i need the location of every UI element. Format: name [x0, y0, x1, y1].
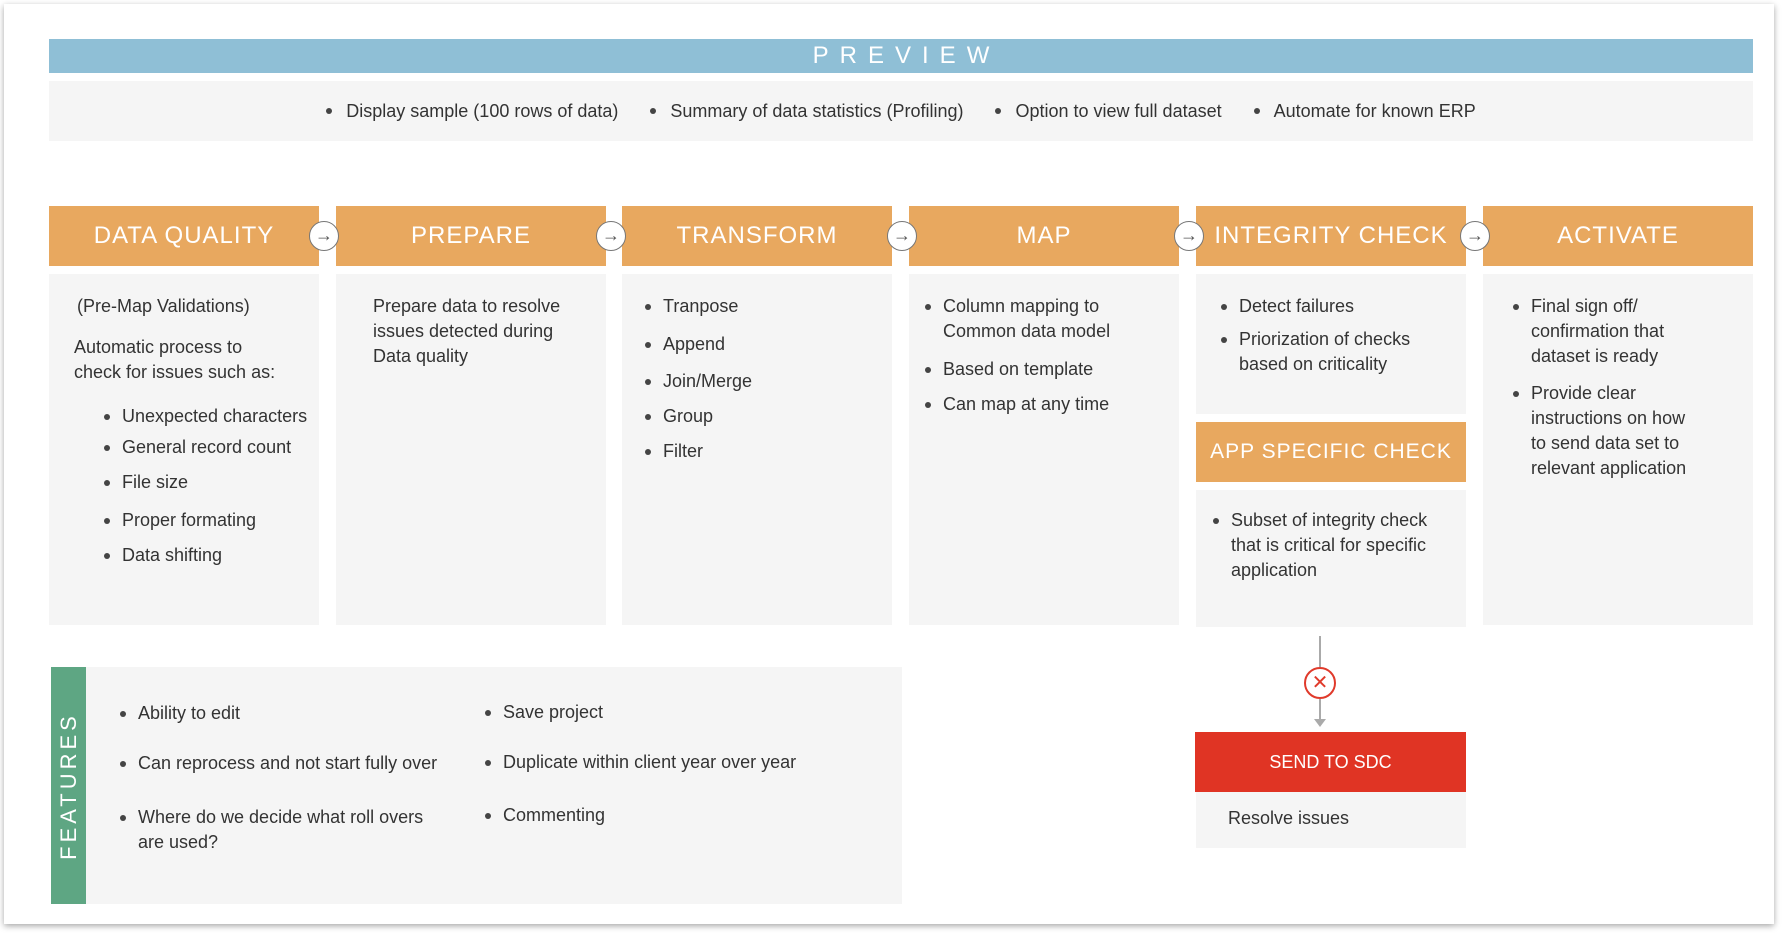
transform-list [645, 294, 752, 464]
send-to-sdc-button[interactable]: SEND TO SDC [1195, 732, 1466, 792]
list-item: Ability to edit [120, 701, 440, 726]
arrow-right-icon: → [887, 221, 917, 251]
list-item: Where do we decide what roll overs are used? [120, 805, 440, 855]
stage-map: MAP [909, 206, 1179, 266]
arrow-right-icon: → [1174, 221, 1204, 251]
list-item: Final sign off/ confirmation that dataset is ready [1513, 294, 1693, 369]
stage-activate: ACTIVATE [1483, 206, 1753, 266]
list-item: Unexpected characters [104, 404, 314, 429]
map-panel [909, 274, 1179, 625]
connector-line [1319, 636, 1321, 667]
features-tab [51, 667, 86, 904]
list-item: File size [104, 470, 314, 495]
preview-item: Summary of data statistics (Profiling) [650, 101, 963, 122]
app-specific-check-panel [1196, 490, 1466, 627]
list-item: Commenting [485, 803, 845, 828]
app-specific-check-header: APP SPECIFIC CHECK [1196, 422, 1466, 482]
preview-item: Option to view full dataset [995, 101, 1221, 122]
list-item: Priorization of checks based on criticality [1221, 327, 1431, 377]
activate-list [1513, 294, 1693, 481]
arrow-right-icon: → [1460, 221, 1490, 251]
list-item: Duplicate within client year over year [485, 750, 845, 775]
app-specific-check-list [1213, 508, 1438, 583]
resolve-issues-panel [1196, 792, 1466, 848]
list-item: Provide clear instructions on how to send data set to relevant application [1513, 381, 1693, 481]
features-list-right [485, 700, 845, 828]
features-label: FEATURES [55, 711, 81, 860]
list-item: General record count [104, 435, 314, 460]
transform-panel [622, 274, 892, 625]
prepare-text: Prepare data to resolve issues detected during Data quality [373, 296, 561, 366]
stage-data-quality: DATA QUALITY [49, 206, 319, 266]
list-item: Detect failures [1221, 294, 1431, 319]
features-list-left [120, 701, 440, 855]
activate-panel [1483, 274, 1753, 625]
data-quality-list [104, 404, 314, 568]
list-item: Group [645, 404, 752, 429]
list-item: Based on template [925, 357, 1115, 382]
integrity-check-panel [1196, 274, 1466, 414]
arrow-right-icon: → [596, 221, 626, 251]
map-list [925, 294, 1115, 417]
arrow-right-icon: → [309, 221, 339, 251]
stage-transform: TRANSFORM [622, 206, 892, 266]
list-item: Append [645, 332, 752, 357]
preview-item: Automate for known ERP [1254, 101, 1476, 122]
list-item: Can map at any time [925, 392, 1115, 417]
list-item: Column mapping to Common data model [925, 294, 1115, 344]
preview-item: Display sample (100 rows of data) [326, 101, 618, 122]
list-item: Filter [645, 439, 752, 464]
stage-integrity-check: INTEGRITY CHECK [1196, 206, 1466, 266]
arrow-down-icon [1314, 719, 1326, 727]
data-quality-panel [49, 274, 319, 625]
list-item: Data shifting [104, 543, 314, 568]
list-item: Proper formating [104, 508, 314, 533]
features-panel [86, 667, 902, 904]
list-item: Join/Merge [645, 369, 752, 394]
error-x-icon: ✕ [1304, 667, 1336, 699]
integrity-check-list [1221, 294, 1431, 377]
preview-list [49, 81, 1753, 141]
prepare-panel [336, 274, 606, 625]
list-item: Subset of integrity check that is critical for specific application [1213, 508, 1438, 583]
connector-line [1319, 699, 1321, 719]
data-quality-intro: Automatic process to check for issues such as: [74, 337, 276, 382]
diagram-frame [4, 4, 1774, 924]
stage-prepare: PREPARE [336, 206, 606, 266]
data-quality-subtitle: (Pre-Map Validations) [77, 296, 250, 316]
resolve-issues-text: Resolve issues [1228, 808, 1350, 828]
list-item: Tranpose [645, 294, 752, 319]
list-item: Can reprocess and not start fully over [120, 751, 440, 776]
preview-header: PREVIEW [49, 39, 1753, 73]
list-item: Save project [485, 700, 845, 725]
